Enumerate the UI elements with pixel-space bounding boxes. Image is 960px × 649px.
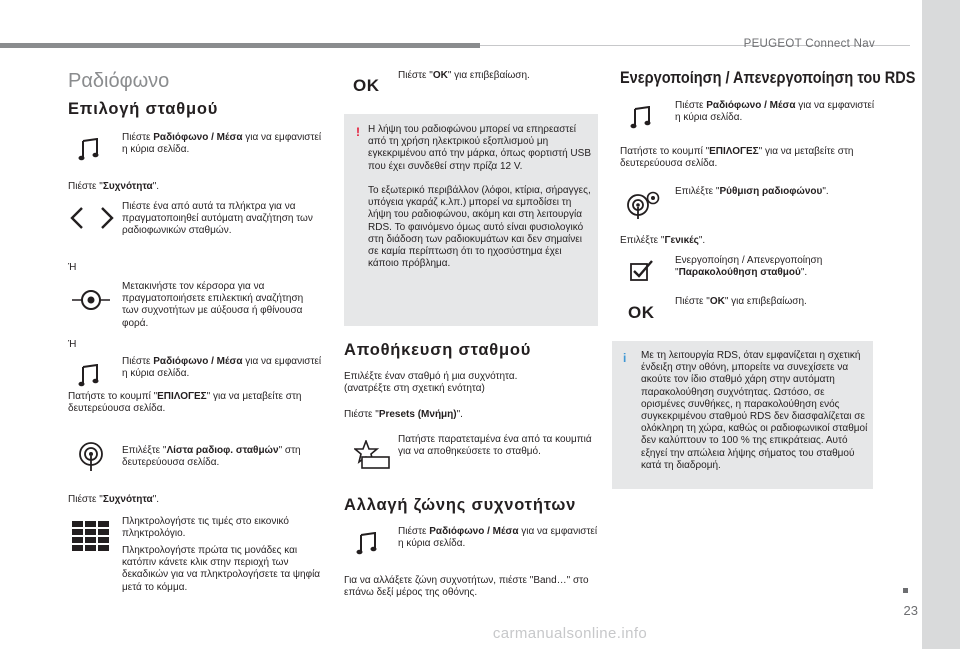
heading-rds: Ενεργοποίηση / Απενεργοποίηση του RDS: [620, 69, 916, 87]
text-step-1: Πιέστε Ραδιόφωνο / Μέσα για να εμφανιστεί η κύρια σελίδα.: [122, 132, 322, 156]
text-step-9: Πληκτρολογήστε τις τιμές στο εικονικό πληκτρολόγιο.: [122, 516, 289, 540]
info-text: Με τη λειτουργία RDS, όταν εμφανίζεται η σχετική ένδειξη στην οθόνη, μπορείτε να συνεχίσετε να ακούτε τον ίδιο σταθμό χάρη στην αυτόματη παρακολούθηση συχνότητας. Ωστόσο, σε ορισμένες συνθήκες, η παρακολούθηση ενός συγκεκριμένου σταθμού RDS δεν διασφαλίζεται σε ολόκληρη τη χώρα, καθώς οι ραδιοφωνικοί σταθμοί δεν καλύπτουν το 100 % της επικράτειας. Αυτό εξηγεί την απώλεια λήψης σήματος του σταθμού κατά τη διαδρομή.: [641, 350, 868, 471]
checkbox-icon: [630, 259, 654, 281]
heading-band-change: Αλλαγή ζώνης συχνοτήτων: [344, 496, 577, 514]
text-step-3: Πιέστε ένα από αυτά τα πλήκτρα για να πραγματοποιηθεί αυτόματη αναζήτηση των ραδιοφωνικών σταθμών.: [122, 201, 313, 237]
text-rds-4: Επιλέξτε "Γενικές".: [620, 235, 706, 246]
section-title: Ραδιόφωνο: [68, 70, 170, 92]
text-or-1: Ή: [68, 262, 77, 273]
warning-text: Η λήψη του ραδιοφώνου μπορεί να επηρεαστεί από τη χρήση ηλεκτρικού εξοπλισμού μη εγκεκριμένου από την μάρκα, όπως φορτιστή USB που έχει συνδεθεί στην πρίζα 12 V.: [368, 124, 591, 172]
text-store-1: Επιλέξτε έναν σταθμό ή μια συχνότητα. (ανατρέξτε στη σχετική ενότητα): [344, 371, 518, 395]
text-step-7: Επιλέξτε "Λίστα ραδιοφ. σταθμών" στη δευτερεύουσα σελίδα.: [122, 445, 301, 469]
music-note-icon: [356, 532, 378, 556]
text-rds-2: Πατήστε το κουμπί "ΕΠΙΛΟΓΕΣ" για να μεταβείτε στη δευτερεύουσα σελίδα.: [620, 146, 854, 170]
text-rds-3: Επιλέξτε "Ρύθμιση ραδιοφώνου".: [675, 186, 829, 197]
text-step-10: Πληκτρολογήστε πρώτα τις μονάδες και κατόπιν κάνετε κλικ στην περιοχή των δεκαδικών για να πληκτρολογήσετε τα ψηφία μετά το κόμμα.: [122, 545, 321, 593]
text-step-4: Μετακινήστε τον κέρσορα για να πραγματοποιήσετε επιλεκτική αναζήτηση των συχνοτήτων με αύξουσα ή φθίνουσα φορά.: [122, 281, 304, 329]
text-step-8: Πιέστε "Συχνότητα".: [68, 494, 160, 505]
page-sidebar: [922, 0, 960, 649]
ok-icon: OK: [628, 303, 655, 322]
heading-store-station: Αποθήκευση σταθμού: [344, 341, 532, 359]
warning-icon: !: [356, 125, 360, 139]
chevron-left-icon: [70, 207, 84, 229]
text-or-2: Ή: [68, 339, 77, 350]
text-band-2: Για να αλλάξετε ζώνη συχνοτήτων, πιέστε "Band…" στο επάνω δεξί μέρος της οθόνης.: [344, 575, 589, 599]
keypad-icon: [72, 521, 110, 551]
info-icon: i: [623, 351, 627, 365]
ok-icon: OK: [353, 76, 380, 95]
text-rds-1: Πιέστε Ραδιόφωνο / Μέσα για να εμφανιστεί η κύρια σελίδα.: [675, 100, 875, 124]
brand-label: PEUGEOT Connect Nav: [743, 38, 875, 50]
watermark: carmanualsonline.info: [492, 625, 648, 642]
text-ok-confirm: Πιέστε "OK" για επιβεβαίωση.: [398, 70, 530, 81]
music-note-icon: [78, 138, 100, 162]
text-step-2: Πιέστε "Συχνότητα".: [68, 181, 160, 192]
text-step-5: Πιέστε Ραδιόφωνο / Μέσα για να εμφανιστεί η κύρια σελίδα.: [122, 356, 322, 380]
music-note-icon: [630, 106, 652, 130]
text-rds-5: Ενεργοποίηση / Απενεργοποίηση "Παρακολούθηση σταθμού".: [675, 255, 823, 279]
text-rds-6: Πιέστε "OK" για επιβεβαίωση.: [675, 296, 807, 307]
star-preset-icon: [354, 440, 390, 470]
text-band-1: Πιέστε Ραδιόφωνο / Μέσα για να εμφανιστεί η κύρια σελίδα.: [398, 526, 598, 550]
page-marker: [903, 588, 908, 593]
frequency-cursor-icon: [72, 287, 110, 313]
header-rule: [0, 43, 480, 48]
heading-station-select: Επιλογή σταθμού: [68, 100, 219, 118]
radio-settings-icon: [626, 190, 662, 220]
page-number: 23: [903, 603, 918, 618]
chevron-right-icon: [100, 207, 114, 229]
text-store-2: Πιέστε "Presets (Μνήμη)".: [344, 409, 463, 420]
warning-text-2: Το εξωτερικό περιβάλλον (λόφοι, κτίρια, σήραγγες, υπόγεια γκαράζ κ.λπ.) μπορεί να εμποδίσει τη λήψη του ραδιοφώνου, ακόμη και στη λειτουργία RDS. Το φαινόμενο όμως αυτό είναι φυσιολογικό στη διάδοση των ραδιοκυμάτων και δεν σημαίνει σε καμία περίπτωση ότι το ηχοσύστημα έχει κάποιο πρόβλημα.: [368, 185, 591, 270]
music-note-icon: [78, 364, 100, 388]
text-step-6: Πατήστε το κουμπί "ΕΠΙΛΟΓΕΣ" για να μεταβείτε στη δευτερεύουσα σελίδα.: [68, 391, 302, 415]
text-store-3: Πατήστε παρατεταμένα ένα από τα κουμπιά για να αποθηκεύσετε το σταθμό.: [398, 434, 592, 458]
radio-antenna-icon: [78, 442, 104, 472]
